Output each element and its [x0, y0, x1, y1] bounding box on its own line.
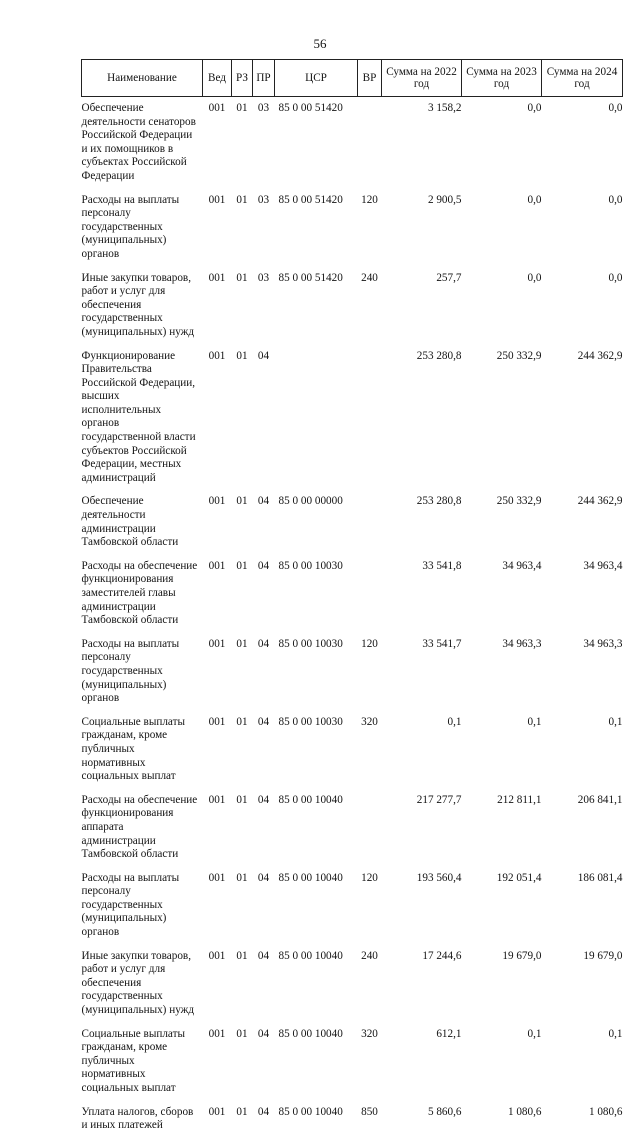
- row-sum-2022: 193 560,4: [416, 871, 462, 884]
- table-header: [82, 60, 623, 97]
- row-pr: 03: [257, 271, 270, 284]
- row-spacer: [82, 862, 623, 872]
- row-spacer-cell: [82, 784, 623, 794]
- row-sum-2024: 186 081,4: [577, 871, 623, 884]
- row-sum-2024: 0,0: [608, 271, 623, 284]
- table-row: [82, 1028, 623, 1096]
- row-csr: 85 0 00 10040: [278, 1105, 343, 1118]
- row-vr: 320: [361, 715, 378, 728]
- row-rz: 01: [236, 793, 248, 806]
- row-rz: 01: [236, 102, 248, 114]
- row-rz: 01: [236, 495, 248, 508]
- row-sum-2023: 0,1: [527, 1027, 542, 1040]
- row-sum-2023: 212 811,1: [497, 793, 542, 806]
- row-sum-2024: 206 841,1: [577, 793, 623, 806]
- row-vr: 120: [361, 193, 378, 206]
- row-vr: [358, 102, 382, 184]
- row-sum-2023: 0,0: [527, 102, 542, 114]
- row-vr: [358, 794, 382, 862]
- row-csr: 85 0 00 51420: [278, 271, 343, 284]
- header-sum-2023: Сумма на 2023 год: [462, 60, 542, 97]
- table-row: [82, 560, 623, 628]
- row-name: Обеспечение деятельности сенаторов Российской Федерации и их помощников в субъектах Российской Федерации: [81, 102, 196, 182]
- row-spacer: [82, 485, 623, 495]
- row-sum-2022: 3 158,2: [427, 102, 462, 114]
- row-sum-2024: 244 362,9: [577, 349, 623, 362]
- row-sum-2024: 0,0: [608, 102, 623, 114]
- row-rz: 01: [236, 559, 248, 572]
- row-name: Социальные выплаты гражданам, кроме публичных нормативных социальных выплат: [81, 1027, 185, 1094]
- row-rz: 01: [236, 193, 248, 206]
- row-csr: 85 0 00 51420: [278, 102, 343, 114]
- row-pr: 04: [257, 495, 270, 508]
- row-vr: 120: [361, 637, 378, 650]
- row-pr: 03: [257, 193, 270, 206]
- row-sum-2022: 253 280,8: [416, 349, 462, 362]
- header-csr: ЦСР: [275, 60, 358, 97]
- row-pr: 04: [257, 637, 270, 650]
- row-sum-2023: 0,0: [527, 193, 542, 206]
- row-csr: 85 0 00 00000: [278, 495, 343, 508]
- budget-table: [81, 59, 623, 1133]
- row-sum-2023: 0,0: [527, 271, 542, 284]
- header-sum-2024: Сумма на 2024 год: [542, 60, 623, 97]
- row-vr: 320: [361, 1027, 378, 1040]
- header-ved: Вед: [203, 60, 232, 97]
- row-spacer: [82, 184, 623, 194]
- row-sum-2022: 5 860,6: [427, 1105, 462, 1118]
- row-vr: 240: [361, 949, 378, 962]
- row-rz: 01: [236, 349, 248, 362]
- row-spacer: [82, 784, 623, 794]
- row-spacer-cell: [82, 550, 623, 560]
- row-ved: 001: [208, 271, 226, 284]
- table-row: [82, 794, 623, 862]
- header-sum-2022: Сумма на 2022 год: [382, 60, 462, 97]
- row-ved: 001: [208, 559, 226, 572]
- row-name: Уплата налогов, сборов и иных платежей: [81, 1105, 194, 1132]
- table-row: [82, 194, 623, 262]
- row-sum-2023: 0,1: [527, 715, 542, 728]
- table-row: [82, 638, 623, 706]
- row-spacer-cell: [82, 1096, 623, 1106]
- row-spacer-cell: [82, 706, 623, 716]
- row-spacer: [82, 1096, 623, 1106]
- row-pr: 03: [257, 102, 270, 114]
- row-ved: 001: [208, 193, 226, 206]
- row-csr: 85 0 00 10040: [278, 949, 343, 962]
- page-number: 56: [313, 36, 327, 51]
- row-sum-2022: 612,1: [436, 1027, 462, 1040]
- row-rz: 01: [236, 871, 248, 884]
- row-sum-2023: 34 963,4: [502, 559, 542, 572]
- row-spacer: [82, 628, 623, 638]
- row-pr: 04: [257, 1105, 270, 1118]
- row-spacer: [82, 550, 623, 560]
- header-pr: ПР: [253, 60, 275, 97]
- row-spacer: [82, 706, 623, 716]
- row-sum-2024: 1 080,6: [588, 1105, 623, 1118]
- row-csr: [275, 350, 358, 486]
- row-sum-2023: 34 963,3: [502, 637, 542, 650]
- table-row: [82, 872, 623, 940]
- header-name: Наименование: [82, 60, 203, 97]
- row-rz: 01: [236, 1027, 248, 1040]
- row-sum-2022: 0,1: [447, 715, 462, 728]
- row-rz: 01: [236, 637, 248, 650]
- row-pr: 04: [257, 559, 270, 572]
- row-sum-2022: 33 541,7: [422, 637, 462, 650]
- row-spacer-cell: [82, 862, 623, 872]
- row-spacer-cell: [82, 485, 623, 495]
- row-spacer-cell: [82, 1018, 623, 1028]
- row-name: Функционирование Правительства Российской Федерации, высших исполнительных органов государственной власти субъектов Российской Федерации, местных администраций: [81, 349, 196, 484]
- row-ved: 001: [208, 102, 226, 114]
- row-vr: [358, 560, 382, 628]
- row-spacer-cell: [82, 940, 623, 950]
- row-pr: 04: [257, 793, 270, 806]
- row-spacer-cell: [82, 184, 623, 194]
- table-row: [82, 272, 623, 340]
- row-name: Расходы на выплаты персоналу государственных (муниципальных) органов: [81, 637, 180, 705]
- row-spacer: [82, 262, 623, 272]
- row-csr: 85 0 00 10040: [278, 1027, 343, 1040]
- row-sum-2022: 33 541,8: [422, 559, 462, 572]
- row-pr: 04: [257, 871, 270, 884]
- row-ved: 001: [208, 1105, 226, 1118]
- row-sum-2022: 257,7: [436, 271, 462, 284]
- row-sum-2023: 250 332,9: [496, 349, 542, 362]
- row-name: Расходы на выплаты персоналу государственных (муниципальных) органов: [81, 193, 180, 260]
- row-pr: 04: [257, 949, 270, 962]
- table-row: [82, 716, 623, 784]
- row-csr: 85 0 00 10040: [278, 871, 343, 884]
- row-rz: 01: [236, 1105, 248, 1118]
- header-rz: РЗ: [232, 60, 253, 97]
- row-sum-2023: 192 051,4: [496, 871, 542, 884]
- row-csr: 85 0 00 51420: [278, 193, 343, 206]
- row-name: Иные закупки товаров, работ и услуг для обеспечения государственных (муниципальных) нужд: [81, 271, 195, 338]
- row-csr: 85 0 00 10030: [278, 559, 343, 572]
- row-sum-2024: 244 362,9: [577, 495, 623, 508]
- row-sum-2024: 19 679,0: [583, 949, 623, 962]
- row-sum-2023: 19 679,0: [502, 949, 542, 962]
- row-spacer-cell: [82, 340, 623, 350]
- row-name: Обеспечение деятельности администрации Тамбовской области: [81, 495, 179, 549]
- row-ved: 001: [208, 949, 226, 962]
- row-csr: 85 0 00 10040: [278, 793, 343, 806]
- row-sum-2023: 250 332,9: [496, 495, 542, 508]
- row-vr: [358, 495, 382, 549]
- row-pr: 04: [257, 1027, 270, 1040]
- row-rz: 01: [236, 715, 248, 728]
- row-pr: 04: [257, 715, 270, 728]
- row-vr: [358, 350, 382, 486]
- row-spacer: [82, 940, 623, 950]
- row-csr: 85 0 00 10030: [278, 715, 343, 728]
- row-spacer-cell: [82, 628, 623, 638]
- row-spacer: [82, 340, 623, 350]
- row-name: Расходы на выплаты персоналу государственных (муниципальных) органов: [81, 871, 180, 939]
- row-name: Расходы на обеспечение функционирования аппарата администрации Тамбовской области: [81, 793, 198, 861]
- table-row: [82, 350, 623, 486]
- row-name: Иные закупки товаров, работ и услуг для обеспечения государственных (муниципальных) нужд: [81, 949, 195, 1017]
- row-name: Расходы на обеспечение функционирования заместителей главы администрации Тамбовской области: [81, 559, 198, 627]
- row-ved: 001: [208, 871, 226, 884]
- row-sum-2024: 0,0: [608, 193, 623, 206]
- row-rz: 01: [236, 949, 248, 962]
- row-vr: 240: [361, 271, 378, 284]
- row-vr: 850: [361, 1105, 378, 1118]
- row-csr: 85 0 00 10030: [278, 637, 343, 650]
- table-row: [82, 950, 623, 1018]
- row-vr: 120: [361, 871, 378, 884]
- row-rz: 01: [236, 271, 248, 284]
- row-sum-2022: 253 280,8: [416, 495, 462, 508]
- row-ved: 001: [208, 715, 226, 728]
- row-sum-2024: 34 963,3: [583, 637, 623, 650]
- row-ved: 001: [208, 793, 226, 806]
- row-spacer: [82, 1018, 623, 1028]
- row-ved: 001: [208, 637, 226, 650]
- row-sum-2022: 217 277,7: [416, 793, 462, 806]
- row-sum-2024: 34 963,4: [583, 559, 623, 572]
- row-sum-2024: 0,1: [608, 1027, 623, 1040]
- row-pr: 04: [257, 349, 270, 362]
- row-ved: 001: [208, 1027, 226, 1040]
- table-row: [82, 102, 623, 184]
- table-row: [82, 1106, 623, 1133]
- row-sum-2024: 0,1: [608, 715, 623, 728]
- row-ved: 001: [208, 495, 226, 508]
- table-body: [82, 97, 623, 1133]
- row-sum-2022: 2 900,5: [427, 193, 462, 206]
- row-sum-2022: 17 244,6: [422, 949, 462, 962]
- table-row: [82, 495, 623, 549]
- row-sum-2023: 1 080,6: [507, 1105, 542, 1118]
- row-ved: 001: [208, 349, 226, 362]
- header-vr: ВР: [358, 60, 382, 97]
- row-spacer-cell: [82, 262, 623, 272]
- row-name: Социальные выплаты гражданам, кроме публичных нормативных социальных выплат: [81, 715, 185, 783]
